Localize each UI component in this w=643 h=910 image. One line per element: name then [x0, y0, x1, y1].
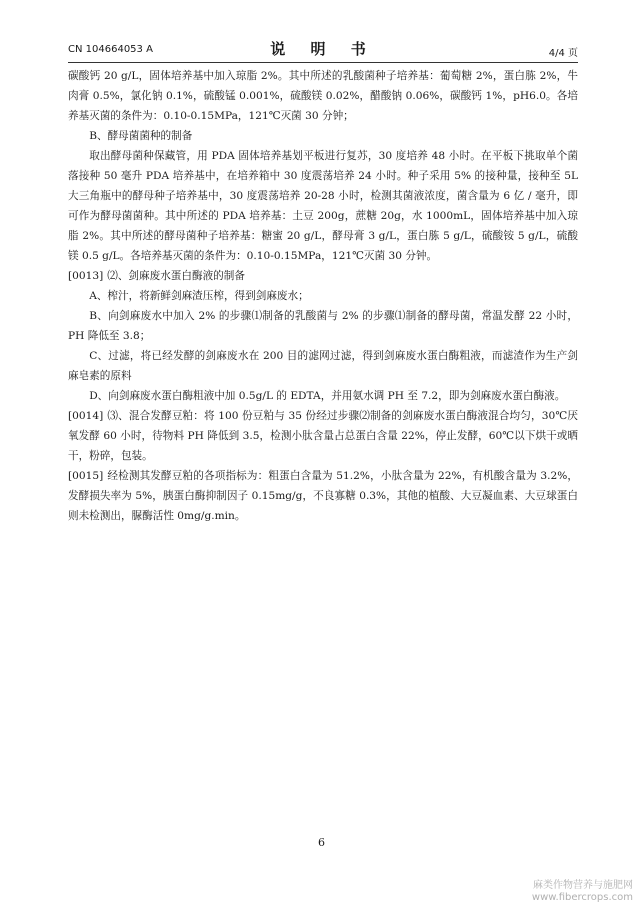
section-heading: B、酵母菌菌种的制备: [89, 130, 193, 142]
numbered-paragraph: [68, 406, 578, 466]
paragraph-text: 经检测其发酵豆粕的各项指标为：粗蛋白含量为 51.2%，小肽含量为 22%，有机酸含量为 3.2%，发酵损失率为 5%，胰蛋白酶抑制因子 0.15mg/g，不良寡糖 0.3%，其他的植酸、大豆凝血素、大豆球蛋白则未检测出，脲酶活性 0mg/g.min。: [68, 470, 578, 522]
publication-number: CN 104664053 A: [68, 44, 153, 55]
paragraph-text: ⑵、剑麻废水蛋白酶液的制备: [107, 270, 245, 282]
paragraph-number: [0014]: [68, 410, 104, 422]
paragraph: D、向剑麻废水蛋白酶粗液中加 0.5g/L 的 EDTA，并用氨水调 PH 至 7.2，即为剑麻废水蛋白酶液。: [89, 390, 566, 402]
watermark-url: www.fibercrops.com: [531, 892, 633, 903]
document-body: [68, 66, 578, 526]
paragraph-text: ⑶、混合发酵豆粕：将 100 份豆粕与 35 份经过步骤⑵制备的剑麻废水蛋白酶液混合均匀，30℃厌氧发酵 60 小时，待物料 PH 降低到 3.5，检测小肽含量占总蛋白含量 22%，停止发酵，60℃以下烘干或晒干，粉碎，包装。: [68, 410, 578, 462]
document-title: 说 明 书: [270, 40, 376, 58]
page-number: 6: [318, 836, 325, 849]
watermark-text: 麻类作物营养与施肥网: [533, 880, 633, 891]
paragraph: C、过滤，将已经发酵的剑麻废水在 200 目的滤网过滤，得到剑麻废水蛋白酶粗液，而滤渣作为生产剑麻皂素的原料: [68, 350, 578, 382]
paragraph: A、榨汁，将新鲜剑麻渣压榨，得到剑麻废水；: [89, 290, 309, 302]
watermark: [532, 880, 633, 904]
paragraph: B、向剑麻废水中加入 2% 的步骤⑴制备的乳酸菌与 2% 的步骤⑴制备的酵母菌，常温发酵 22 小时，PH 降低至 3.8；: [68, 310, 578, 342]
paragraph: 取出酵母菌种保藏管，用 PDA 固体培养基划平板进行复苏，30 度培养 48 小时。在平板下挑取单个菌落接种 50 毫升 PDA 培养基中，在培养箱中 30 度震荡培养 24 小时。种子采用 5% 的接种量，接种至 5L 大三角瓶中的酵母种子培养基中，30 度震荡培养 20-28 小时，检测其菌液浓度，菌含量为 6 亿 / 毫升，即可作为酵母菌菌种。其中所述的 PDA 培养基：土豆 200g，蔗糖 20g，水 1000mL，固体培养基中加入琼脂 2%。其中所述的酵母菌种子培养基：糖蜜 20 g/L，酵母膏 3 g/L，蛋白胨 5 g/L，硫酸铵 5 g/L，硫酸镁 0.5 g/L。各培养基灭菌的条件为：0.10-0.15MPa，121℃灭菌 30 分钟。: [68, 150, 578, 262]
paragraph: 碳酸钙 20 g/L，固体培养基中加入琼脂 2%。其中所述的乳酸菌种子培养基：葡萄糖 2%，蛋白胨 2%，牛肉膏 0.5%，氯化钠 0.1%，硫酸锰 0.001%，硫酸镁 0.02%，醋酸钠 0.06%，碳酸钙 1%，pH6.0。各培养基灭菌的条件为：0.10-0.15MPa，121℃灭菌 30 分钟；: [68, 70, 578, 122]
page-header: [68, 38, 578, 60]
numbered-paragraph: [68, 266, 578, 286]
header-rule: [68, 62, 578, 63]
paragraph-number: [0015]: [68, 470, 104, 482]
page-info: 4/4 页: [548, 48, 578, 59]
numbered-paragraph: [68, 466, 578, 526]
paragraph-number: [0013]: [68, 270, 104, 282]
